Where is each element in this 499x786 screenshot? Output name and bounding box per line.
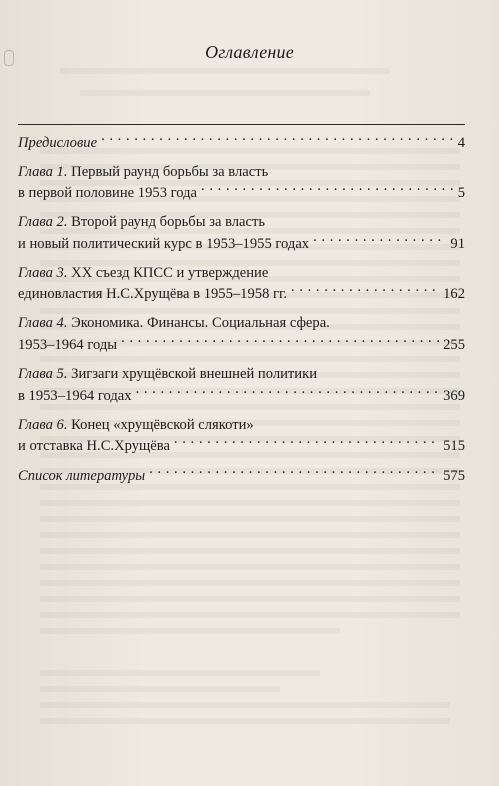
toc-entry-bibliography[interactable]: [18, 465, 465, 487]
toc-entry-title-line-1: Второй раунд борьбы за власть: [71, 214, 266, 231]
dot-leader: [174, 436, 439, 451]
table-of-contents: [18, 132, 465, 487]
toc-entry-title-line-1: Зигзаги хрущёвской внешней политики: [71, 365, 318, 382]
toc-entry-title-line-1: XX съезд КПСС и утверждение: [71, 264, 269, 281]
toc-entry-title-line-2: в 1953–1964 годах: [18, 387, 132, 404]
toc-entry-chapter-6[interactable]: [18, 415, 465, 458]
dot-leader: [201, 183, 454, 198]
page-title: Оглавление: [205, 42, 294, 62]
toc-entry-title-line-2: 1953–1964 годы: [18, 336, 118, 353]
toc-entry-chapter-2[interactable]: [18, 212, 465, 255]
dot-leader: [101, 132, 454, 147]
toc-entry-title-line-2: в первой половине 1953 года: [18, 185, 198, 202]
toc-page-number: 255: [443, 336, 465, 353]
toc-entry-label: Список литературы: [18, 467, 146, 484]
toc-page-number: 5: [457, 185, 465, 202]
toc-entry-chapter-4[interactable]: [18, 313, 465, 356]
dot-leader: [136, 385, 440, 400]
dot-leader: [291, 284, 439, 299]
toc-entry-label: Глава 2.: [18, 214, 68, 231]
toc-entry-chapter-1[interactable]: [18, 162, 465, 205]
toc-entry-title-line-2: и отставка Н.С.Хрущёва: [18, 438, 170, 455]
toc-page-number: 4: [457, 134, 465, 151]
toc-page-number: 369: [443, 387, 465, 404]
toc-page-number: 162: [443, 286, 465, 303]
toc-entry-label: Глава 3.: [18, 264, 68, 281]
toc-entry-preface[interactable]: [18, 132, 465, 154]
toc-entry-title-line-2: и новый политический курс в 1953–1955 годах: [18, 235, 310, 252]
dot-leader: [313, 233, 446, 248]
toc-entry-title-line-1: Конец «хрущёвской слякоти»: [71, 416, 254, 433]
toc-page-number: 91: [450, 235, 465, 252]
toc-entry-chapter-3[interactable]: [18, 263, 465, 306]
toc-entry-label: Глава 1.: [18, 163, 68, 180]
toc-page-number: 575: [443, 467, 465, 484]
toc-entry-label: Глава 6.: [18, 416, 68, 433]
toc-entry-title-line-1: Экономика. Финансы. Социальная сфера.: [71, 315, 330, 332]
toc-entry-label: Глава 4.: [18, 315, 68, 332]
toc-entry-label: Глава 5.: [18, 365, 68, 382]
toc-entry-chapter-5[interactable]: [18, 364, 465, 407]
toc-entry-title-line-1: Первый раунд борьбы за власть: [71, 163, 269, 180]
dot-leader: [121, 334, 439, 349]
title-rule: [18, 124, 465, 125]
dot-leader: [149, 465, 439, 480]
toc-entry-label: Предисловие: [18, 134, 98, 151]
toc-page-number: 515: [443, 438, 465, 455]
toc-entry-title-line-2: единовластия Н.С.Хрущёва в 1955–1958 гг.: [18, 286, 287, 303]
